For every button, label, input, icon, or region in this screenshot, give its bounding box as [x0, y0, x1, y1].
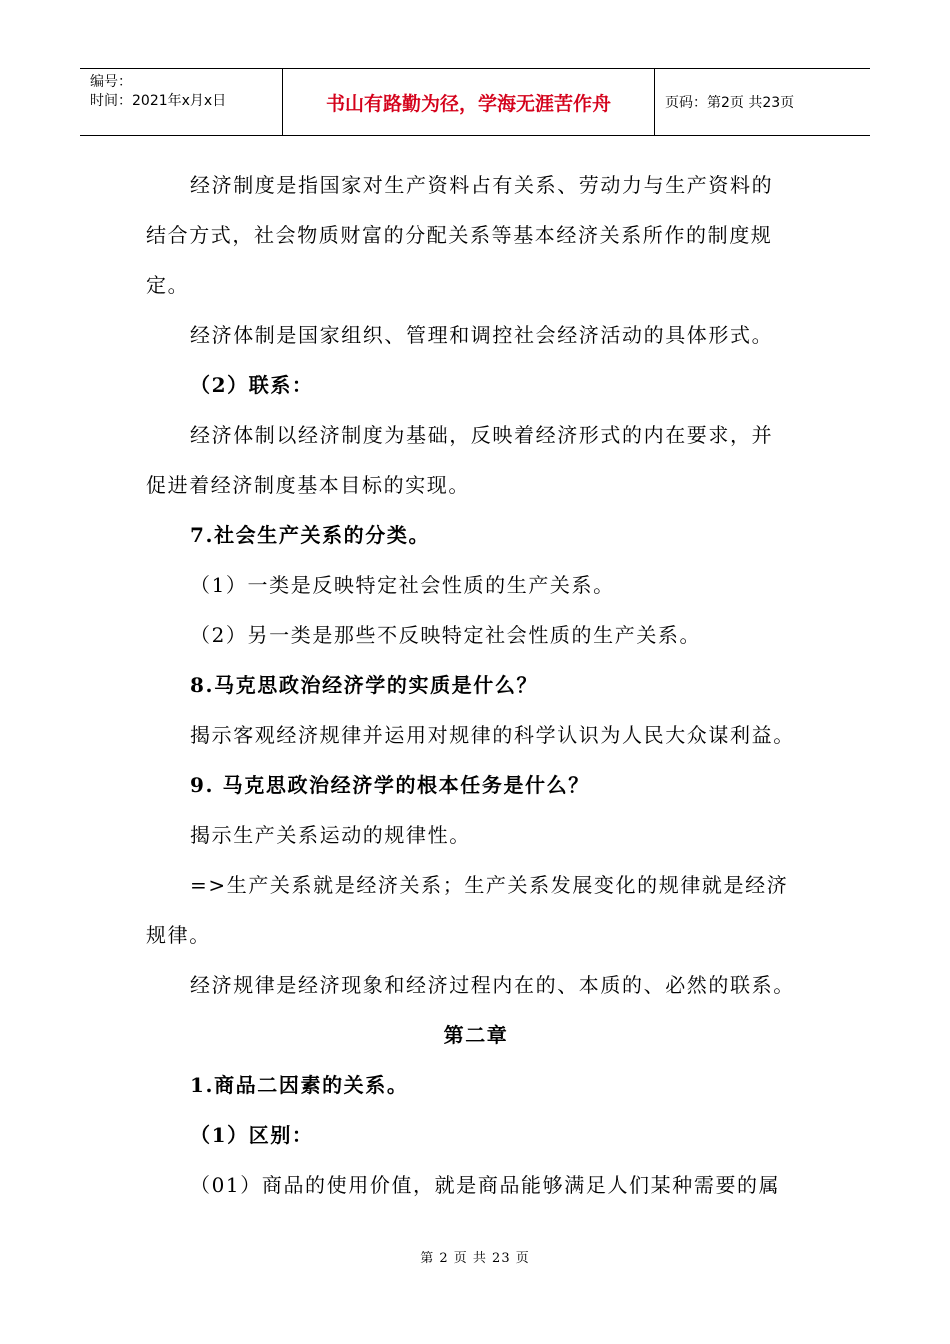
page-footer: 第 2 页 共 23 页 [420, 1251, 530, 1266]
subheading: （1）区别： [190, 1123, 314, 1147]
paragraph: （01）商品的使用价值，就是商品能够满足人们某种需要的属 [190, 1173, 781, 1197]
time-label: 时间：2021年x月x日 [90, 93, 227, 109]
question-heading: 7.社会生产关系的分类。 [190, 523, 431, 547]
paragraph: 规律。 [146, 923, 211, 947]
paragraph: 经济制度是指国家对生产资料占有关系、劳动力与生产资料的 [190, 173, 774, 197]
number-label: 编号： [90, 74, 132, 90]
paragraph: =>生产关系就是经济关系；生产关系发展变化的规律就是经济 [190, 873, 789, 897]
question-heading: 8.马克思政治经济学的实质是什么？ [190, 673, 539, 697]
paragraph: 揭示客观经济规律并运用对规律的科学认识为人民大众谋利益。 [190, 723, 795, 747]
header-page-info: 页码：第2页 共23页 [665, 95, 795, 111]
paragraph: 经济体制以经济制度为基础，反映着经济形式的内在要求，并 [190, 423, 774, 447]
question-heading: 1.商品二因素的关系。 [190, 1073, 409, 1097]
question-heading: 9. 马克思政治经济学的根本任务是什么？ [190, 773, 590, 797]
chapter-heading: 第二章 [443, 1023, 509, 1047]
header-motto: 书山有路勤为径，学海无涯苦作舟 [283, 69, 655, 135]
paragraph: （1）一类是反映特定社会性质的生产关系。 [190, 573, 615, 597]
paragraph: 揭示生产关系运动的规律性。 [190, 823, 471, 847]
paragraph: （2）另一类是那些不反映特定社会性质的生产关系。 [190, 623, 702, 647]
paragraph: 经济规律是经济现象和经济过程内在的、本质的、必然的联系。 [190, 973, 795, 997]
subheading: （2）联系： [190, 373, 314, 397]
document-body [146, 160, 806, 1210]
page-header [80, 68, 870, 136]
paragraph: 促进着经济制度基本目标的实现。 [146, 473, 470, 497]
header-meta [80, 69, 283, 135]
paragraph: 定。 [146, 273, 190, 297]
paragraph: 结合方式，社会物质财富的分配关系等基本经济关系所作的制度规 [146, 223, 773, 247]
paragraph: 经济体制是国家组织、管理和调控社会经济活动的具体形式。 [190, 323, 774, 347]
